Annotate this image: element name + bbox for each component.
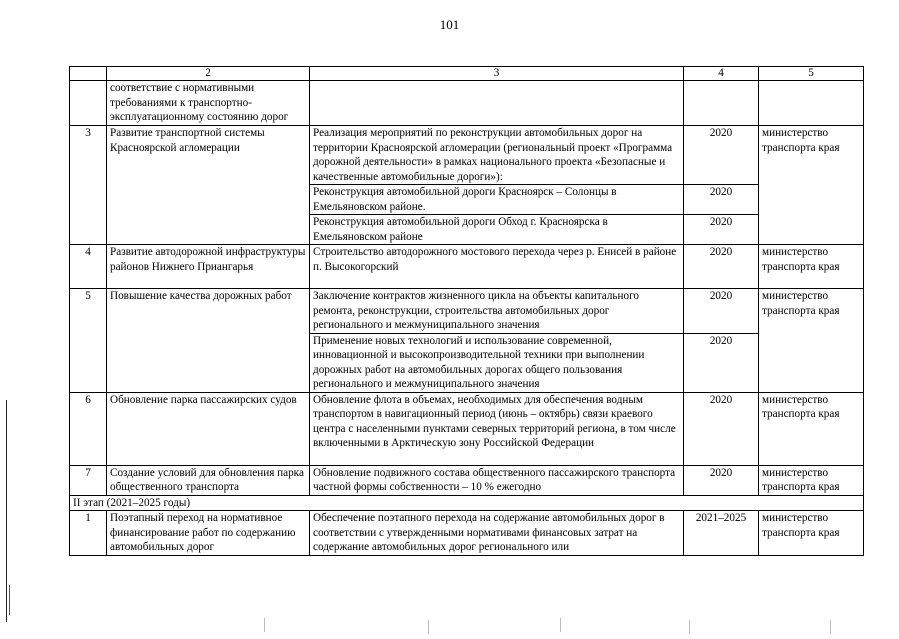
row-number: 4 [70, 245, 107, 289]
year: 2020 [684, 333, 759, 392]
action-text: Заключение контрактов жизненного цикла на объекты капитального ремонта, реконструкции, строительства автомобильных дорог регионального и межмуниципального значения [310, 289, 684, 334]
row-number: 7 [70, 465, 107, 495]
action-text: Реализация мероприятий по реконструкции автомобильных дорог на территории Красноярской агломерации (региональный проект «Программа дорожной деятельности» в рамках национального проекта «Безопасные и качественные автомобильные дороги»): [310, 126, 684, 185]
row-number: 1 [70, 511, 107, 556]
column-header-row [70, 67, 864, 81]
page-number: 101 [439, 17, 460, 32]
responsible: министерство транспорта края [759, 126, 864, 245]
table-row [70, 289, 864, 334]
row-number: 6 [70, 392, 107, 465]
year: 2020 [684, 289, 759, 334]
year: 2021–2025 [684, 511, 759, 556]
year: 2020 [684, 126, 759, 185]
measures-table [69, 66, 864, 556]
year: 2020 [684, 245, 759, 289]
measure-name: Поэтапный переход на нормативное финансирование работ по содержанию автомобильных дорог [107, 511, 310, 556]
scan-margin-line [9, 585, 10, 615]
table-row [70, 81, 864, 126]
responsible: министерство транспорта края [759, 465, 864, 495]
measure-name: Развитие автодорожной инфраструктуры районов Нижнего Приангарья [107, 245, 310, 289]
stage-header-row [70, 495, 864, 511]
action-text: Реконструкция автомобильной дороги Обход г. Красноярска в Емельяновском районе [310, 215, 684, 245]
scan-artifact [428, 620, 429, 634]
table-row [70, 126, 864, 185]
action-text: Обновление подвижного состава общественного пассажирского транспорта частной формы собственности – 10 % ежегодно [310, 465, 684, 495]
responsible: министерство транспорта края [759, 245, 864, 289]
scan-artifact [689, 620, 690, 634]
responsible: министерство транспорта края [759, 511, 864, 556]
row-number: 3 [70, 126, 107, 245]
column-header [70, 67, 107, 81]
continuation-text: соответствие с нормативными требованиями к транспортно-эксплуатационному состоянию дорог [107, 81, 310, 126]
year: 2020 [684, 392, 759, 465]
table-row [70, 392, 864, 465]
table-row [70, 511, 864, 556]
column-header: 4 [684, 67, 759, 81]
action-text: Обновление флота в объемах, необходимых для обеспечения водным транспортом в навигационный период (июнь – октябрь) связи краевого центра с населенными пунктами северных территорий региона, в том числе включенными в Арктическую зону Российской Федерации [310, 392, 684, 465]
measure-name: Повышение качества дорожных работ [107, 289, 310, 393]
action-text: Применение новых технологий и использование современной, инновационной и высокопроизводительной техники при выполнении дорожных работ на автомобильных дорогах общего пользования регионального и межмуниципального значения [310, 333, 684, 392]
action-text: Обеспечение поэтапного перехода на содержание автомобильных дорог в соответствии с утвержденными нормативами финансовых затрат на содержание автомобильных дорог регионального или [310, 511, 684, 556]
row-number: 5 [70, 289, 107, 393]
year: 2020 [684, 185, 759, 215]
measure-name: Развитие транспортной системы Красноярской агломерации [107, 126, 310, 245]
scan-artifact [830, 620, 831, 634]
table-row [70, 465, 864, 495]
scan-artifact [264, 618, 265, 632]
table-row [70, 245, 864, 289]
action-text: Реконструкция автомобильной дороги Красноярск – Солонцы в Емельяновском районе. [310, 185, 684, 215]
action-text: Строительство автодорожного мостового перехода через р. Енисей в районе п. Высокогорский [310, 245, 684, 289]
scan-artifact [560, 618, 561, 632]
year: 2020 [684, 215, 759, 245]
measure-name: Обновление парка пассажирских судов [107, 392, 310, 465]
column-header: 2 [107, 67, 310, 81]
stage-title: II этап (2021–2025 годы) [70, 495, 864, 511]
year: 2020 [684, 465, 759, 495]
column-header: 5 [759, 67, 864, 81]
responsible: министерство транспорта края [759, 392, 864, 465]
responsible: министерство транспорта края [759, 289, 864, 393]
scan-margin-line [6, 400, 7, 622]
measure-name: Создание условий для обновления парка общественного транспорта [107, 465, 310, 495]
column-header: 3 [310, 67, 684, 81]
